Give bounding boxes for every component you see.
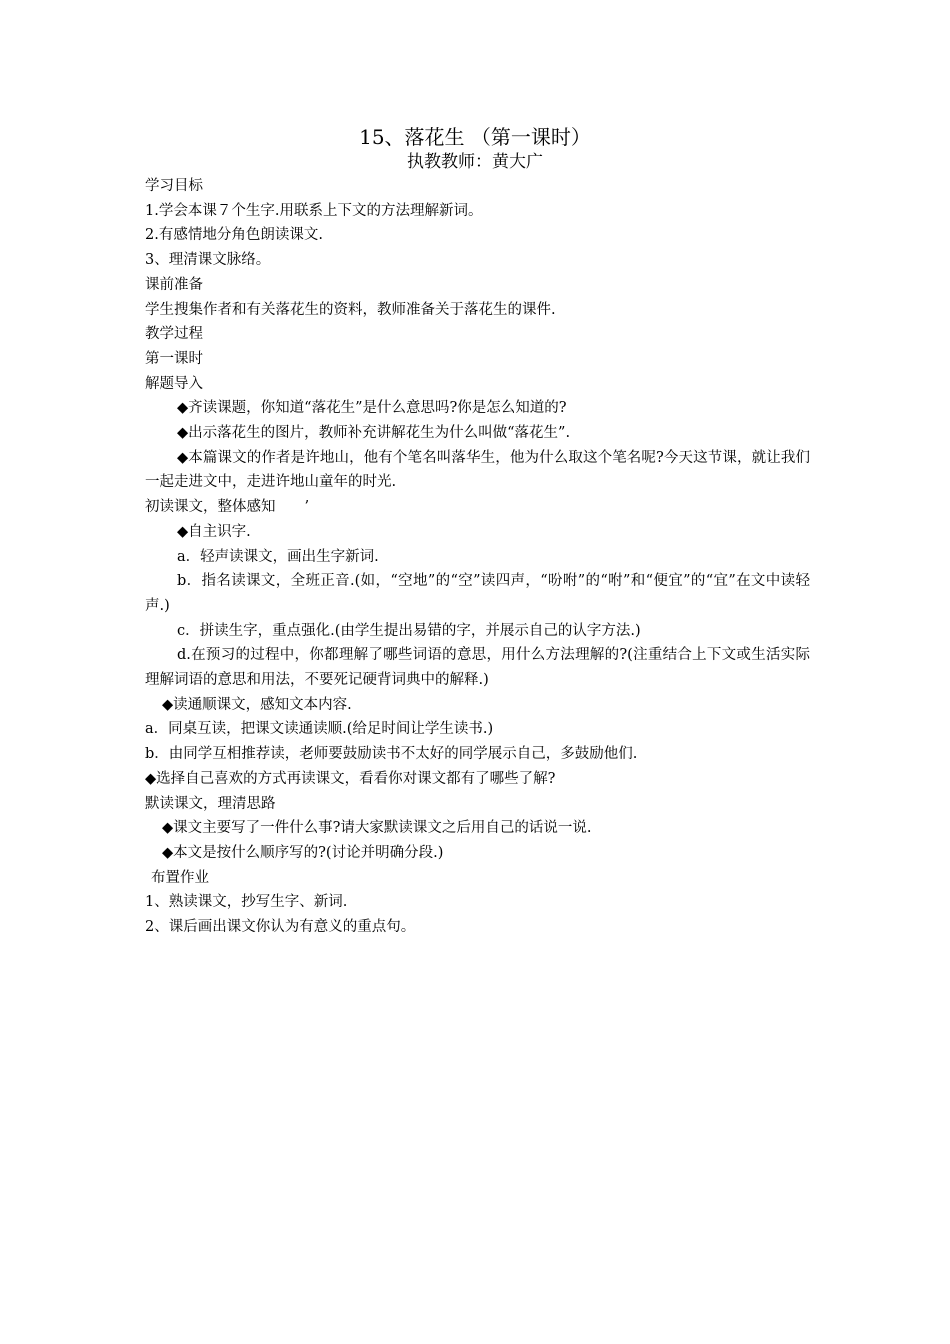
document-title: 15、落花生 （第一课时） bbox=[359, 125, 591, 149]
intro-item-1: ◆齐读课题，你知道“落花生”是什么意思吗?你是怎么知道的? bbox=[177, 400, 567, 417]
objective-1: 1.学会本课７个生字.用联系上下文的方法理解新词。 bbox=[145, 202, 483, 219]
heading-objectives: 学习目标 bbox=[145, 178, 203, 194]
heading-process: 教学过程 bbox=[145, 326, 203, 343]
intro-item-3: ◆本篇课文的作者是许地山，他有个笔名叫落华生，他为什么取这个笔名呢?今天这节课，就让我们一起走进文中，走进许地山童年的时光. bbox=[145, 449, 810, 491]
objective-3: 3、理清课文脉络。 bbox=[145, 252, 271, 269]
heading-silent-reading: 默读课文，理清思路 bbox=[145, 795, 276, 812]
reading-self-study: ◆自主识字. bbox=[177, 523, 251, 540]
preparation-text: 学生搜集作者和有关落花生的资料，教师准备关于落花生的课件. bbox=[145, 301, 556, 318]
silent-item-2: ◆本文是按什么顺序写的?(讨论并明确分段.) bbox=[162, 844, 444, 861]
heading-intro: 解题导入 bbox=[145, 375, 203, 392]
objective-2: 2.有感情地分角色朗读课文. bbox=[145, 227, 323, 244]
heading-preparation: 课前准备 bbox=[145, 276, 203, 293]
teacher-line: 执教教师：黄大广 bbox=[407, 152, 543, 172]
heading-first-reading: 初读课文，整体感知 ’ bbox=[145, 499, 310, 516]
heading-first-lesson: 第一课时 bbox=[145, 350, 203, 367]
fluent-step-b: b．由同学互相推荐读，老师要鼓励读书不太好的同学展示自己，多鼓励他们. bbox=[145, 746, 638, 763]
fluent-reading: ◆读通顺课文，感知文本内容. bbox=[162, 696, 352, 713]
homework-2: 2、课后画出课文你认为有意义的重点句。 bbox=[145, 919, 416, 936]
choose-reading: ◆选择自己喜欢的方式再读课文，看看你对课文都有了哪些了解? bbox=[145, 770, 556, 787]
document-body bbox=[145, 174, 810, 940]
silent-item-1: ◆课文主要写了一件什么事?请大家默读课文之后用自己的话说一说. bbox=[162, 820, 592, 837]
heading-homework: 布置作业 bbox=[151, 869, 209, 886]
intro-item-2: ◆出示落花生的图片，教师补充讲解花生为什么叫做“落花生”. bbox=[177, 425, 571, 442]
reading-step-d: d.在预习的过程中，你都理解了哪些词语的意思，用什么方法理解的?(注重结合上下文或生活实际理解词语的意思和用法，不要死记硬背词典中的解释.) bbox=[145, 647, 810, 689]
reading-step-b: b．指名读课文，全班正音.(如，“空地”的“空”读四声，“吩咐”的“咐”和“便宜”的“宜”在文中读轻声.) bbox=[145, 573, 810, 614]
reading-step-a: a．轻声读课文，画出生字新词. bbox=[177, 548, 379, 565]
reading-step-c: c．拼读生字，重点强化.(由学生提出易错的字，并展示自己的认字方法.) bbox=[177, 622, 641, 639]
homework-1: 1、熟读课文，抄写生字、新词. bbox=[145, 894, 348, 911]
fluent-step-a: a．同桌互读，把课文读通读顺.(给足时间让学生读书.) bbox=[145, 721, 494, 738]
